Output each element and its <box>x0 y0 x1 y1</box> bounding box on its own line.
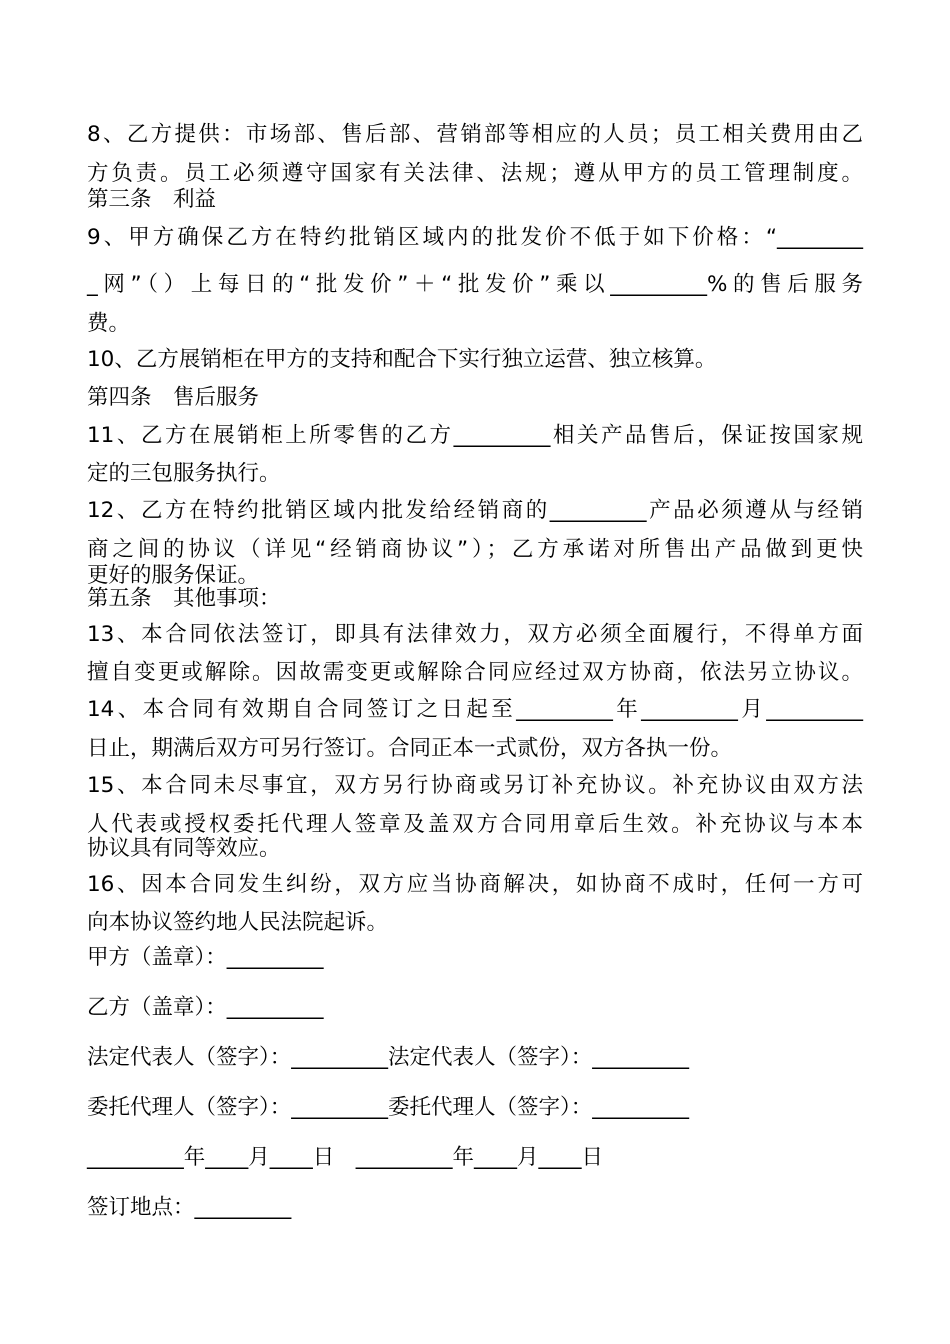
clause-12-line-3: 更好的服务保证。 <box>87 563 260 588</box>
clause-14-line-1: 14、本合同有效期自合同签订之日起至_________年_________月_________ <box>87 697 863 722</box>
clause-13-line-1: 13、本合同依法签订，即具有法律效力，双方必须全面履行，不得单方面 <box>87 622 863 647</box>
article-3-heading: 第三条 利益 <box>87 187 217 212</box>
clause-12-line-1: 12、乙方在特约批销区域内批发给经销商的_________产品必须遵从与经销 <box>87 498 863 523</box>
legal-representative-signatures: 法定代表人（签字）：_________法定代表人（签字）：_________ <box>87 1045 690 1070</box>
clause-9-line-2: _网”（）上每日的“批发价”＋“批发价”乘以_________%的售后服务 <box>87 272 863 297</box>
clause-9-line-3: 费。 <box>87 311 131 336</box>
clause-16-line-1: 16、因本合同发生纠纷，双方应当协商解决，如协商不成时，任何一方可 <box>87 872 863 897</box>
clause-11-line-1: 11、乙方在展销柜上所零售的乙方_________相关产品售后，保证按国家规 <box>87 423 863 448</box>
signing-dates: _________年____月____日 _________年____月____日 <box>87 1145 604 1170</box>
clause-14-line-2: 日止，期满后双方可另行签订。合同正本一式贰份，双方各执一份。 <box>87 736 733 761</box>
authorized-agent-signatures: 委托代理人（签字）：_________委托代理人（签字）：_________ <box>87 1095 690 1120</box>
clause-9-line-1: 9、甲方确保乙方在特约批销区域内的批发价不低于如下价格：“________ <box>87 225 863 250</box>
clause-15-line-2: 人代表或授权委托代理人签章及盖双方合同用章后生效。补充协议与本本 <box>87 812 863 837</box>
party-a-seal: 甲方（盖章）：_________ <box>87 945 324 970</box>
clause-10: 10、乙方展销柜在甲方的支持和配合下实行独立运营、独立核算。 <box>87 347 717 372</box>
clause-8-line-1: 8、乙方提供：市场部、售后部、营销部等相应的人员；员工相关费用由乙 <box>87 122 863 147</box>
clause-13-line-2: 擅自变更或解除。因故需变更或解除合同应经过双方协商，依法另立协议。 <box>87 660 863 685</box>
article-5-heading: 第五条 其他事项： <box>87 586 281 611</box>
article-4-heading: 第四条 售后服务 <box>87 385 260 410</box>
clause-8-line-2: 方负责。员工必须遵守国家有关法律、法规；遵从甲方的员工管理制度。 <box>87 161 863 186</box>
clause-11-line-2: 定的三包服务执行。 <box>87 461 281 486</box>
clause-15-line-1: 15、本合同未尽事宜，双方另行协商或另订补充协议。补充协议由双方法 <box>87 773 863 798</box>
clause-16-line-2: 向本协议签约地人民法院起诉。 <box>87 910 389 935</box>
clause-15-line-3: 协议具有同等效应。 <box>87 836 281 861</box>
signing-location: 签订地点：_________ <box>87 1195 292 1220</box>
party-b-seal: 乙方（盖章）：_________ <box>87 995 324 1020</box>
clause-12-line-2: 商之间的协议（详见“经销商协议”）；乙方承诺对所售出产品做到更快 <box>87 537 863 562</box>
